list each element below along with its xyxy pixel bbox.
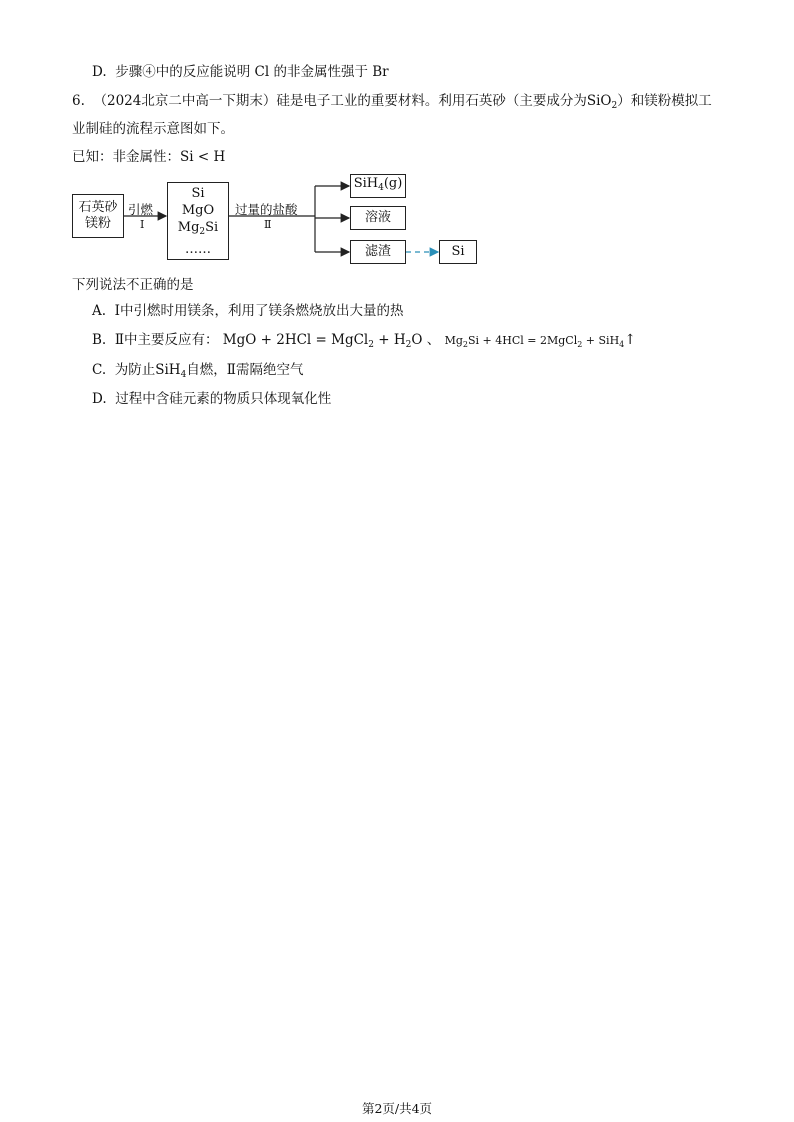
- known-condition: 已知：非金属性：Si < H: [72, 149, 226, 165]
- page-footer: 第2页/共4页: [361, 1101, 433, 1116]
- option-c: C. 为防止SiH$_4$自燃，Ⅱ需隔绝空气: [92, 362, 304, 380]
- option-b: B. Ⅱ中主要反应有： MgO + 2HCl = MgCl$_2$ + $H_2O$ 、 $Mg_2Si + 4HCl$ = 2MgCl$_2$ + SiH$_4$↑: [92, 332, 636, 350]
- question-prompt: 下列说法不正确的是: [72, 277, 194, 293]
- mid-box: Si MgO $Mg_2Si$ ……: [167, 182, 229, 260]
- si-product-box: Si: [439, 240, 477, 264]
- step2-num: Ⅱ: [264, 218, 272, 231]
- step1-label: 引燃: [128, 202, 154, 217]
- gas-product-box: SiH$_4$(g): [350, 174, 406, 198]
- question-line-1: 6. （2024北京二中高一下期末）硅是电子工业的重要材料。利用石英砂（主要成分为SiO$_2$）和镁粉模拟工: [72, 93, 712, 111]
- equation-2: $Mg_2Si + 4HCl$ = 2MgCl$_2$ + SiH$_4$↑: [444, 332, 636, 349]
- start-box: 石英砂 镁粉: [72, 194, 124, 238]
- equation-1: MgO + 2HCl = MgCl$_2$ + $H_2O$: [222, 332, 423, 350]
- option-d: D. 过程中含硅元素的物质只体现氧化性: [92, 391, 332, 407]
- solution-box: 溶液: [350, 206, 406, 230]
- question-line-2: 业制硅的流程示意图如下。: [72, 121, 234, 137]
- step2-label: 过量的盐酸: [235, 202, 298, 217]
- residue-box: 滤渣: [350, 240, 406, 264]
- step1-num: Ⅰ: [140, 218, 145, 231]
- prev-option-d: D. 步骤④中的反应能说明 Cl 的非金属性强于 Br: [92, 64, 389, 80]
- option-a: A. Ⅰ中引燃时用镁条，利用了镁条燃烧放出大量的热: [92, 303, 404, 319]
